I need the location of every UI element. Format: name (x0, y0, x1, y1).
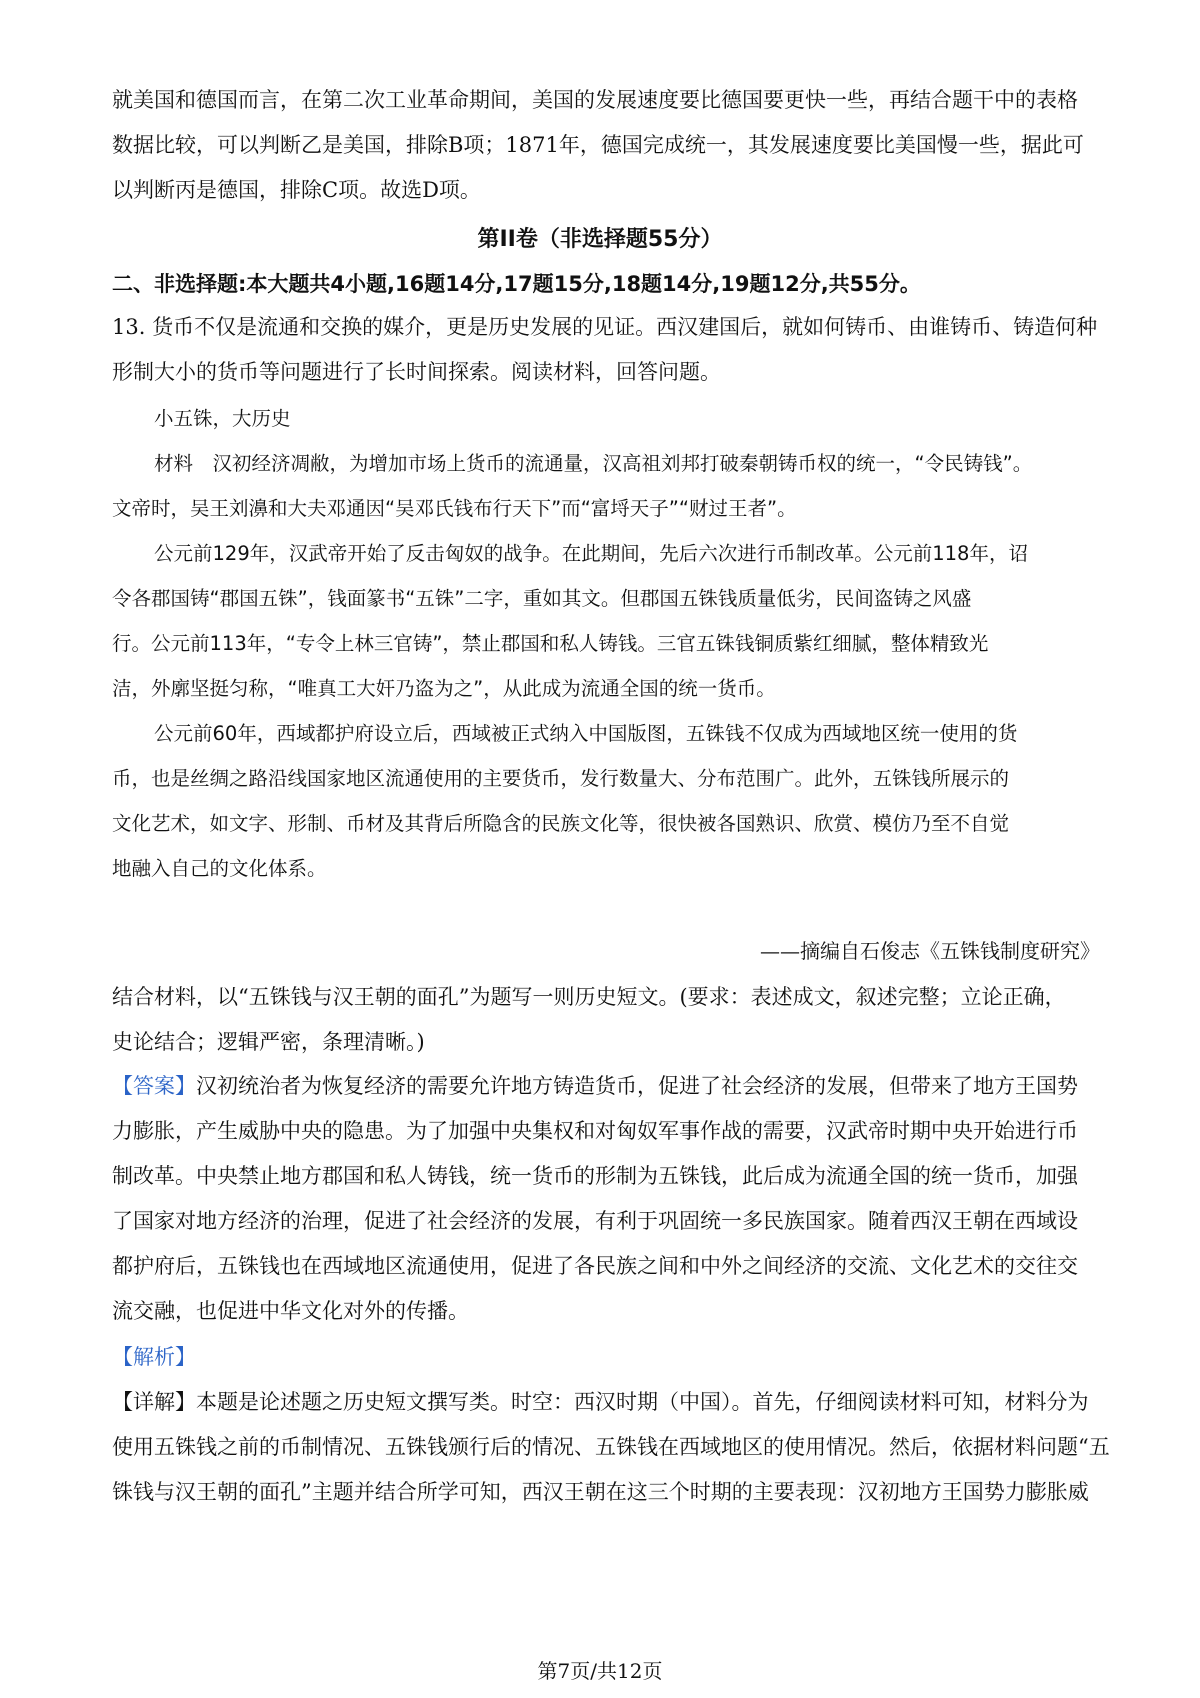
answer-tag: 【答案】 (112, 1074, 196, 1098)
text-line: 铢钱与汉王朝的面孔”主题并结合所学可知，西汉王朝在这三个时期的主要表现：汉初地方王国势力膨胀威 (112, 1480, 1089, 1504)
text-line: 令各郡国铸“郡国五铢”，钱面篆书“五铢”二字，重如其文。但郡国五铢钱质量低劣，民间盗铸之风盛 (112, 587, 972, 610)
text-line: 了国家对地方经济的治理，促进了社会经济的发展，有利于巩固统一多民族国家。随着西汉王朝在西域设 (112, 1209, 1078, 1233)
detail-tag: 【详解】 (112, 1390, 196, 1414)
text-line: 力膨胀，产生威胁中央的隐患。为了加强中央集权和对匈奴军事作战的需要，汉武帝时期中央开始进行币 (112, 1119, 1078, 1143)
text-line: 地融入自己的文化体系。 (112, 857, 327, 880)
text-line: 文帝时，吴王刘濞和大夫邓通因“吴邓氏钱布行天下”而“富埒天子”“财过王者”。 (112, 497, 797, 520)
detail-first-line (112, 1380, 1104, 1425)
analysis-block (112, 1335, 1104, 1380)
detail-block (112, 1380, 1110, 1515)
text-line: 使用五铢钱之前的币制情况、五铢钱颁行后的情况、五铢钱在西域地区的使用情况。然后，依据材料问题“五 (112, 1435, 1110, 1459)
section-title: 第II卷（非选择题55分） (477, 227, 723, 252)
task-prompt (112, 975, 1104, 1065)
text-line: 制改革。中央禁止地方郡国和私人铸钱，统一货币的形制为五铢钱，此后成为流通全国的统一货币，加强 (112, 1164, 1078, 1188)
text-line: 流交融，也促进中华文化对外的传播。 (112, 1299, 469, 1323)
material-paragraph (112, 531, 1104, 711)
text-line: 13. 货币不仅是流通和交换的媒介，更是历史发展的见证。西汉建国后，就如何铸币、由谁铸币、铸造何种 (112, 315, 1098, 339)
text-line: 数据比较，可以判断乙是美国，排除B项；1871年，德国完成统一，其发展速度要比美国慢一些，据此可 (112, 133, 1084, 157)
text-line: 形制大小的货币等问题进行了长时间探索。阅读材料，回答问题。 (112, 360, 721, 384)
text-line: 汉初统治者为恢复经济的需要允许地方铸造货币，促进了社会经济的发展，但带来了地方王国势 (196, 1074, 1078, 1098)
page-number: 第7页/共12页 (537, 1659, 663, 1683)
material-source: ——摘编自石俊志《五铢钱制度研究》 (760, 939, 1100, 963)
answer-block (112, 1064, 1104, 1334)
material-paragraph (112, 441, 1104, 531)
text-line: 币，也是丝绸之路沿线国家地区流通使用的主要货币，发行数量大、分布范围广。此外，五铢钱所展示的 (112, 767, 1010, 790)
question-stem (112, 305, 1104, 395)
text-line: 都护府后，五铢钱也在西域地区流通使用，促进了各民族之间和中外之间经济的交流、文化艺术的交往交 (112, 1254, 1078, 1278)
text-line: 以判断丙是德国，排除C项。故选D项。 (112, 178, 481, 202)
text-line: 材料 汉初经济凋敝，为增加市场上货币的流通量，汉高祖刘邦打破秦朝铸币权的统一，“令民铸钱”。 (154, 452, 1033, 475)
text-line: 史论结合；逻辑严密，条理清晰。) (112, 1030, 425, 1054)
material-paragraph (112, 711, 1104, 891)
analysis-tag: 【解析】 (112, 1345, 196, 1369)
text-line: 本题是论述题之历史短文撰写类。时空：西汉时期（中国）。首先，仔细阅读材料可知，材料分为 (196, 1390, 1089, 1414)
text-line: 文化艺术，如文字、形制、币材及其背后所隐含的民族文化等，很快被各国熟识、欣赏、模仿乃至不自觉 (112, 812, 1010, 835)
material-block (112, 396, 1104, 891)
section-heading: 二、非选择题:本大题共4小题,16题14分,17题15分,18题14分,19题12分,共55分。 (112, 272, 921, 296)
text-line: 公元前129年，汉武帝开始了反击匈奴的战争。在此期间，先后六次进行币制改革。公元前118年，诏 (154, 542, 1028, 565)
text-line: 行。公元前113年，“专令上林三官铸”，禁止郡国和私人铸钱。三官五铢钱铜质紫红细腻，整体精致光 (112, 632, 989, 655)
text-line: 洁，外廓坚挺匀称，“唯真工大奸乃盗为之”，从此成为流通全国的统一货币。 (112, 677, 776, 700)
answer-first-line (112, 1064, 1104, 1109)
text-line: 结合材料，以“五铢钱与汉王朝的面孔”为题写一则历史短文。(要求：表述成文，叙述完整；立论正确， (112, 985, 1066, 1009)
material-subtitle: 小五铢，大历史 (154, 407, 291, 430)
text-line: 公元前60年，西域都护府设立后，西域被正式纳入中国版图，五铢钱不仅成为西域地区统一使用的货 (154, 722, 1018, 745)
intro-paragraph (112, 78, 1104, 213)
text-line: 就美国和德国而言，在第二次工业革命期间，美国的发展速度要比德国要更快一些，再结合题干中的表格 (112, 88, 1078, 112)
